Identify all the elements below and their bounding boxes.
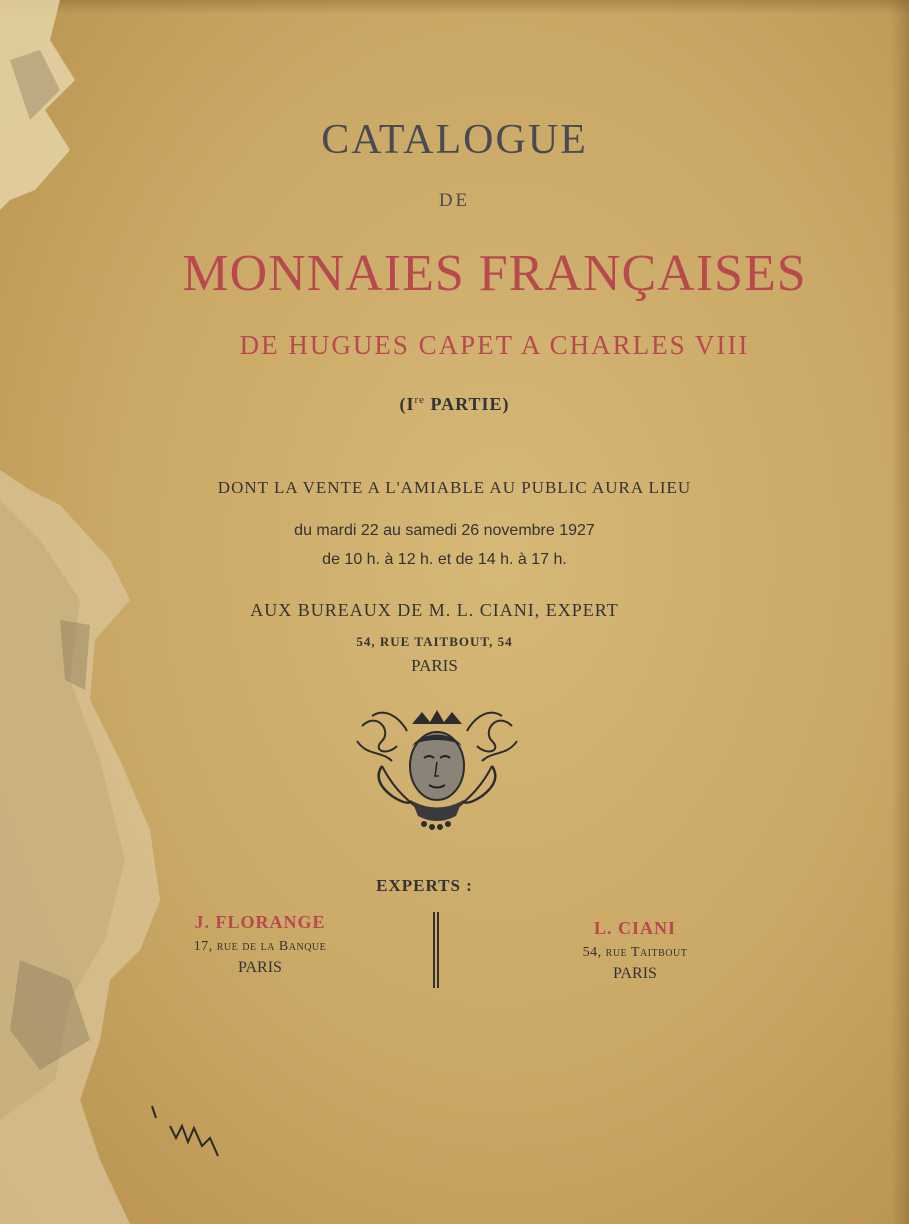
expert-left-address: 17, rue de la Banque bbox=[193, 939, 327, 954]
partie-superscript: re bbox=[414, 394, 425, 406]
expert-right-address: 54, rue Taitbout bbox=[582, 945, 688, 960]
partie-rest: PARTIE) bbox=[425, 394, 510, 414]
right-edge-shadow bbox=[891, 0, 909, 1224]
sale-city: PARIS bbox=[411, 656, 458, 675]
experts-divider bbox=[433, 912, 439, 988]
medusa-head-icon bbox=[352, 706, 522, 836]
partie-label bbox=[0, 394, 909, 415]
expert-left-name: J. FLORANGE bbox=[194, 912, 326, 932]
partie-open: (I bbox=[399, 394, 415, 414]
subtitle: DE HUGUES CAPET A CHARLES VIII bbox=[239, 330, 750, 360]
expert-right-city: PARIS bbox=[613, 965, 657, 982]
sale-announcement: DONT LA VENTE A L'AMIABLE AU PUBLIC AURA LIEU bbox=[217, 478, 692, 497]
title-connector: DE bbox=[438, 190, 471, 211]
sale-location: AUX BUREAUX DE M. L. CIANI, EXPERT bbox=[250, 600, 619, 620]
sale-hours: de 10 h. à 12 h. et de 14 h. à 17 h. bbox=[322, 551, 567, 568]
experts-heading: EXPERTS : bbox=[376, 876, 473, 895]
expert-left-city: PARIS bbox=[238, 959, 282, 976]
catalogue-title: CATALOGUE bbox=[321, 117, 588, 163]
expert-florange bbox=[150, 912, 370, 977]
handwritten-scribble-icon bbox=[148, 1098, 228, 1162]
sale-dates: du mardi 22 au samedi 26 novembre 1927 bbox=[294, 522, 595, 539]
expert-ciani bbox=[525, 918, 745, 983]
main-title: MONNAIES FRANÇAISES bbox=[182, 245, 807, 302]
expert-right-name: L. CIANI bbox=[593, 918, 676, 938]
sale-address: 54, RUE TAITBOUT, 54 bbox=[356, 634, 513, 649]
